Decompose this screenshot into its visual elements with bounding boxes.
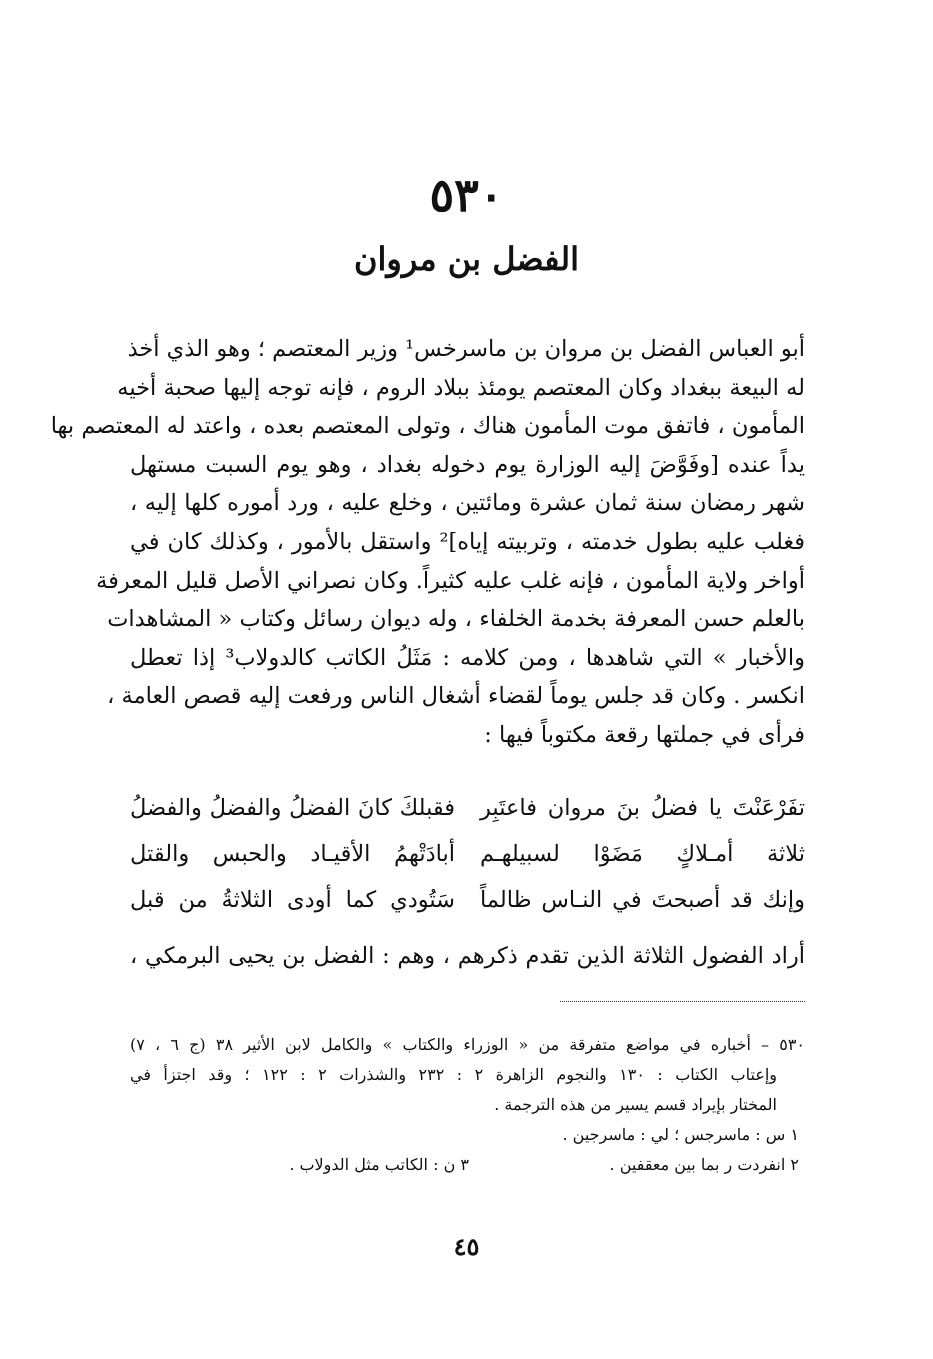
entry-title: الفضل بن مروان bbox=[354, 240, 579, 278]
biography-text bbox=[50, 330, 805, 755]
text-line: والأخبار » التي شاهدها ، ومن كلامه : مَثَلُ الكاتب كالدولاب³ إذا تعطل bbox=[130, 644, 805, 671]
verse-second-half: سَتُودي كما أودى الثلاثةُ من قبل bbox=[130, 887, 455, 913]
poem-verse bbox=[130, 785, 805, 831]
footnote-source-continued: وإعتاب الكتاب : ١٣٠ والنجوم الزاهرة ٢ : ٢٣٢ والشذرات ٢ : ١٢٢ ؛ وقد اجتزأ في bbox=[130, 1065, 778, 1084]
verse-second-half: أبادَتْهمُ الأقيـاد والحبس والقتل bbox=[130, 841, 455, 867]
footnote-source: ٥٣٠ – أخباره في مواضع متفرقة من « الوزراء والكتاب » والكامل لابن الأثير ٣٨ (ج ٦ ، ٧) bbox=[130, 1035, 806, 1054]
text-line: شهر رمضان سنة ثمان عشرة ومائتين ، وخلع عليه ، ورد أموره كلها إليه ، bbox=[130, 490, 805, 517]
text-line: أبو العباس الفضل بن مروان بن ماسرخس¹ وزير المعتصم ؛ وهو الذي أخذ bbox=[127, 336, 805, 362]
verse-first-half: ثلاثة أمـلاكٍ مَضَوْا لسبيلهـم bbox=[480, 841, 805, 867]
text-line: أواخر ولاية المأمون ، فإنه غلب عليه كثيراً. وكان نصراني الأصل قليل المعرفة bbox=[96, 567, 805, 594]
verse-first-half: تفَرْعَنْتَ يا فضلُ بنَ مروان فاعتَبِر bbox=[480, 795, 805, 821]
verse-first-half: وإنك قد أصبحتَ في النـاس ظالماً bbox=[480, 887, 805, 913]
text-line: المأمون ، فاتفق موت المأمون هناك ، وتولى المعتصم بعده ، واعتد له المعتصم بها bbox=[50, 413, 805, 440]
text-line: فغلب عليه بطول خدمته ، وتربيته إياه]² واستقل بالأمور ، وكذلك كان في bbox=[130, 528, 805, 555]
footnote-separator bbox=[560, 1001, 805, 1002]
poem-verse bbox=[130, 877, 805, 923]
text-line: انكسر . وكان قد جلس يوماً لقضاء أشغال الناس ورفعت إليه قصص العامة ، bbox=[107, 683, 805, 710]
footnote-source-continued: المختار بإيراد قسم يسير من هذه الترجمة . bbox=[494, 1095, 777, 1114]
poem bbox=[130, 785, 805, 923]
text-after-poem: أراد الفضول الثلاثة الذين تقدم ذكرهم ، وهم : الفضل بن يحيى البرمكي ، bbox=[130, 943, 805, 969]
text-line: له البيعة ببغداد وكان المعتصم يومئذ ببلاد الروم ، فإنه توجه إليها صحبة أخيه bbox=[117, 374, 805, 401]
footnote-2: ٢ انفردت ر بما بين معقفين . bbox=[609, 1155, 799, 1174]
page-number: ٤٥ bbox=[453, 1232, 480, 1261]
text-line: فرأى في جملتها رقعة مكتوباً فيها : bbox=[484, 721, 805, 748]
text-line: بالعلم حسن المعرفة بخدمة الخلفاء ، وله ديوان رسائل وكتاب « المشاهدات bbox=[107, 606, 805, 633]
text-line: يداً عنده [وفَوَّضَ إليه الوزارة يوم دخوله بغداد ، وهو يوم السبت مستهل bbox=[130, 451, 805, 478]
footnote-1: ١ س : ماسرجس ؛ لي : ماسرجين . bbox=[562, 1125, 799, 1144]
footnote-3: ٣ ن : الكاتب مثل الدولاب . bbox=[289, 1155, 469, 1174]
entry-number: ٥٣٠ bbox=[429, 168, 504, 222]
verse-second-half: فقبلكَ كانَ الفضلُ والفضلُ والفضلُ bbox=[130, 795, 455, 821]
footnotes bbox=[130, 1030, 805, 1180]
poem-verse bbox=[130, 831, 805, 877]
footnote-row bbox=[130, 1150, 805, 1180]
